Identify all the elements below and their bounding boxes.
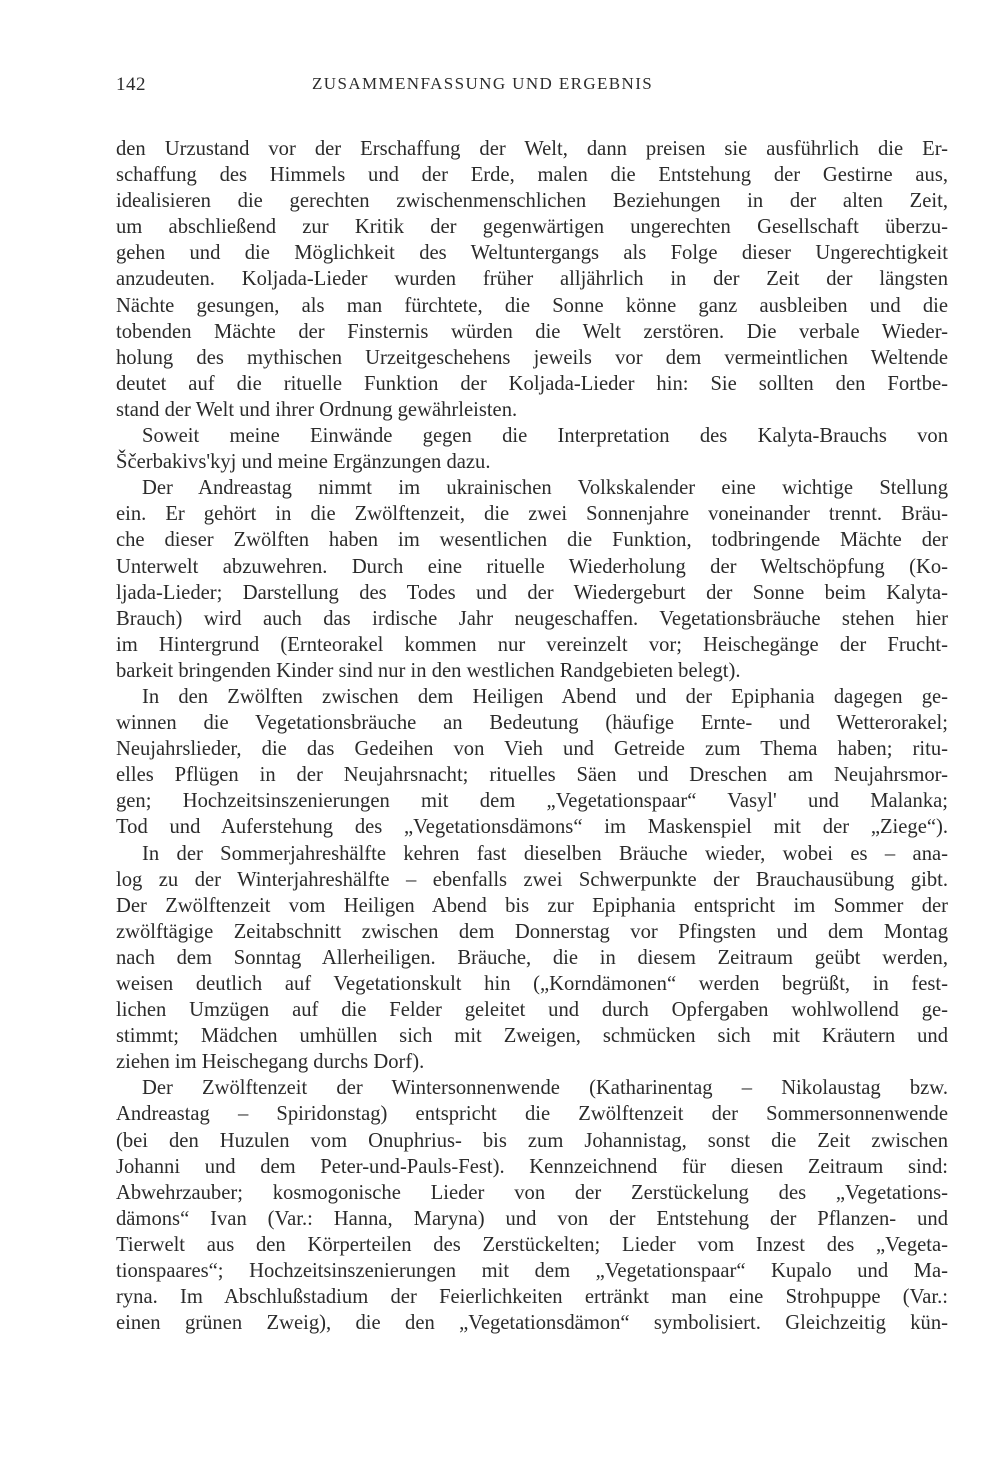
text-line: gehen und die Möglichkeit des Weltuntergangs als Folge dieser Ungerechtigkeit xyxy=(116,242,948,265)
text-line: einen grünen Zweig), die den „Vegetationsdämon“ symbolisiert. Gleichzeitig kün- xyxy=(116,1312,948,1335)
text-line: den Urzustand vor der Erschaffung der Welt, dann preisen sie ausführlich die Er- xyxy=(116,138,948,160)
text-line: ein. Er gehört in die Zwölftenzeit, die zwei Sonnenjahre voneinander trennt. Bräu- xyxy=(116,503,948,526)
text-line: Brauch) wird auch das irdische Jahr neugeschaffen. Vegetationsbräuche stehen hier xyxy=(116,607,948,630)
text-line: deutet auf die rituelle Funktion der Koljada-Lieder hin: Sie sollten den Fortbe- xyxy=(116,372,948,395)
text-line: (bei den Huzulen vom Onuphrius- bis zum Johannistag, sonst die Zeit zwischen xyxy=(116,1129,948,1152)
text-line: ziehen im Heischegang durchs Dorf). xyxy=(116,1051,425,1074)
text-line: che dieser Zwölften haben im wesentlichen die Funktion, todbringende Mächte der xyxy=(116,529,948,552)
text-line: Unterwelt abzuwehren. Durch eine rituelle Wiederholung der Weltschöpfung (Ko- xyxy=(116,555,948,578)
text-line: log zu der Winterjahreshälfte – ebenfalls zwei Schwerpunkte der Brauchausübung gibt. xyxy=(116,868,948,891)
text-line: Der Zwölftenzeit der Wintersonnenwende (Katharinentag – Nikolaustag bzw. xyxy=(142,1077,948,1100)
running-head xyxy=(116,74,946,104)
text-line: Andreastag – Spiridonstag) entspricht die Zwölftenzeit der Sommersonnenwende xyxy=(116,1103,948,1126)
text-line: holung des mythischen Urzeitgeschehens jeweils vor dem vermeintlichen Weltende xyxy=(116,346,948,369)
text-line: Soweit meine Einwände gegen die Interpretation des Kalyta-Brauchs von xyxy=(142,425,948,448)
text-line: ryna. Im Abschlußstadium der Feierlichkeiten ertränkt man eine Strohpuppe (Var.: xyxy=(116,1286,948,1309)
body-text xyxy=(116,136,948,1336)
text-line: Neujahrslieder, die das Gedeihen von Vieh und Getreide zum Thema haben; ritu- xyxy=(116,738,948,761)
text-line: Tierwelt aus den Körperteilen des Zerstückelten; Lieder vom Inzest des „Vegeta- xyxy=(116,1233,948,1256)
text-line: weisen deutlich auf Vegetationskult hin („Korndämonen“ werden begrüßt, in fest- xyxy=(116,973,948,995)
text-line: ljada-Lieder; Darstellung des Todes und der Wiedergeburt der Sonne beim Kalyta- xyxy=(116,581,948,604)
text-line: Der Zwölftenzeit vom Heiligen Abend bis zur Epiphania entspricht im Sommer der xyxy=(116,894,948,917)
page-number: 142 xyxy=(116,74,146,95)
text-line: Ščerbakivs'kyj und meine Ergänzungen dazu. xyxy=(116,451,491,474)
text-line: Nächte gesungen, als man fürchtete, die Sonne könne ganz ausbleiben und die xyxy=(116,294,948,317)
text-line: gen; Hochzeitsinszenierungen mit dem „Vegetationspaar“ Vasyl' und Malanka; xyxy=(116,790,948,813)
text-line: tionspaares“; Hochzeitsinszenierungen mit dem „Vegetationspaar“ Kupalo und Ma- xyxy=(116,1260,948,1283)
text-line: Abwehrzauber; kosmogonische Lieder von der Zerstückelung des „Vegetations- xyxy=(116,1181,948,1204)
text-line: dämons“ Ivan (Var.: Hanna, Maryna) und von der Entstehung der Pflanzen- und xyxy=(116,1207,948,1230)
text-line: In der Sommerjahreshälfte kehren fast dieselben Bräuche wieder, wobei es – ana- xyxy=(142,842,948,865)
text-line: anzudeuten. Koljada-Lieder wurden früher alljährlich in der Zeit der längsten xyxy=(116,268,948,291)
text-line: um abschließend zur Kritik der gegenwärtigen ungerechten Gesellschaft überzu- xyxy=(116,216,948,239)
text-line: im Hintergrund (Ernteorakel kommen nur vereinzelt vor; Heischegänge der Frucht- xyxy=(116,633,948,656)
text-line: tobenden Mächte der Finsternis würden die Welt zerstören. Die verbale Wieder- xyxy=(116,320,948,343)
text-line: winnen die Vegetationsbräuche an Bedeutung (häufige Ernte- und Wetterorakel; xyxy=(116,712,948,735)
text-line: stimmt; Mädchen umhüllen sich mit Zweigen, schmücken sich mit Kräutern und xyxy=(116,1025,948,1048)
text-line: lichen Umzügen auf die Felder geleitet und durch Opfergaben wohlwollend ge- xyxy=(116,999,948,1022)
text-line: zwölftägige Zeitabschnitt zwischen dem Donnerstag vor Pfingsten und dem Montag xyxy=(116,920,948,943)
text-line: nach dem Sonntag Allerheiligen. Bräuche, die in diesem Zeitraum geübt werden, xyxy=(116,946,948,969)
text-line: barkeit bringenden Kinder sind nur in den westlichen Randgebieten belegt). xyxy=(116,659,741,682)
text-line: schaffung des Himmels und der Erde, malen die Entstehung der Gestirne aus, xyxy=(116,164,948,187)
text-line: In den Zwölften zwischen dem Heiligen Abend und der Epiphania dagegen ge- xyxy=(142,685,948,708)
text-line: Der Andreastag nimmt im ukrainischen Volkskalender eine wichtige Stellung xyxy=(142,477,948,500)
text-line: Tod und Auferstehung des „Vegetationsdämons“ im Maskenspiel mit der „Ziege“). xyxy=(116,816,948,839)
text-line: elles Pflügen in der Neujahrsnacht; rituelles Säen und Dreschen am Neujahrsmor- xyxy=(116,764,948,787)
running-title: ZUSAMMENFASSUNG UND ERGEBNIS xyxy=(312,74,654,93)
text-line: idealisieren die gerechten zwischenmenschlichen Beziehungen in der alten Zeit, xyxy=(116,190,948,213)
text-line: stand der Welt und ihrer Ordnung gewährleisten. xyxy=(116,398,518,421)
text-line: Johanni und dem Peter-und-Pauls-Fest). Kennzeichnend für diesen Zeitraum sind: xyxy=(116,1155,948,1178)
